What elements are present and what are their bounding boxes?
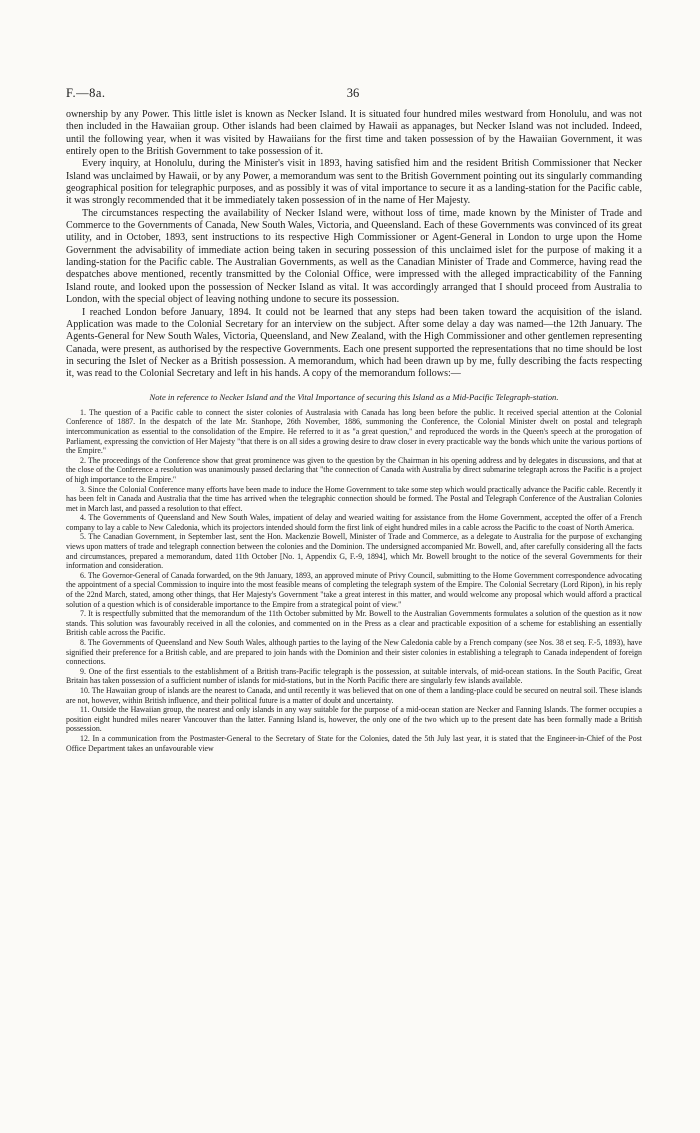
paragraph: Every inquiry, at Honolulu, during the Minister's visit in 1893, having satisfied him and the resident British Commissioner that Necker Island was unclaimed by Hawaii, or by any Power, a memorandum was sent to the British Government pointing out its singularly commanding geographical position for telegraphic purposes, and as possibly it was of vital importance to secure it as a landing-station for the Pacific cable, it was strongly recommended that it be immediately taken possession of in the name of Her Majesty. bbox=[66, 158, 642, 207]
paragraph: ownership by any Power. This little islet is known as Necker Island. It is situated four hundred miles westward from Honolulu, and was not then included in the Hawaiian group. Other islands had been claimed by Hawaii as appanages, but Necker Island was not included. Indeed, until the following year, when it was visited by Hawaiians for the first time and taken possession of by the Hawaiian Government, it was entirely open to the British Government to take possession of it. bbox=[66, 109, 642, 158]
memo-paragraph: 10. The Hawaiian group of islands are the nearest to Canada, and until recently it was believed that on one of them a landing-place could be secured on neutral soil. These islands are not, however, within British influence, and their political future is a matter of doubt and uncertainty. bbox=[66, 685, 642, 705]
memo-paragraph: 12. In a communication from the Postmaster-General to the Secretary of State for the Colonies, dated the 5th July last year, it is stated that the Engineer-in-Chief of the Post Office Department takes an unfavourable view bbox=[66, 733, 642, 753]
page-id: F.—8a. bbox=[66, 86, 106, 100]
memo-heading: Note in reference to Necker Island and the Vital Importance of securing this Island as a Mid-Pacific Telegraph-station. bbox=[149, 391, 559, 402]
page-number: 36 bbox=[346, 86, 360, 100]
memo-paragraph: 5. The Canadian Government, in September last, sent the Hon. Mackenzie Bowell, Minister of Trade and Commerce, as a delegate to Australia for the purpose of exchanging views upon matters of trade and telegraph connection between the colonies and the Dominion. The undersigned accompanied Mr. Bowell, and, after carefully considering all the facts and circumstances, prepared a memorandum, dated 11th October [No. 1, Appendix G, F.-9, 1894], which Mr. Bowell brought to the notice of the several Governments for their information and consideration. bbox=[66, 532, 642, 571]
memo-paragraph: 9. One of the first essentials to the establishment of a British trans-Pacific telegraph is the possession, at suitable intervals, of mid-ocean stations. In the South Pacific, Great Britain has taken possession of a sufficient number of islands for mid-stations, but in the North Pacific there are singularly few islands available. bbox=[66, 666, 642, 686]
memo-paragraph: 8. The Governments of Queensland and New South Wales, although parties to the laying of the New Caledonia cable by a French company (see Nos. 38 et seq. F.-5, 1893), have signified their preference for a British cable, and are prepared to join hands with the Dominion and their sister colonies in establishing a telegraph to Canada independent of foreign connections. bbox=[66, 638, 642, 667]
memo-paragraph: 11. Outside the Hawaiian group, the nearest and only islands in any way suitable for the purpose of a mid-ocean station are Necker and Fanning Islands. The former occupies a position eight hundred miles nearer Vancouver than the latter. Fanning Island is, however, the only one of the two which up to the present date has been formally made a British possession. bbox=[66, 705, 642, 734]
memorandum bbox=[66, 408, 642, 753]
memo-paragraph: 6. The Governor-General of Canada forwarded, on the 9th January, 1893, an approved minute of Privy Council, submitting to the Home Government correspondence advocating the appointment of a special Commission to inquire into the most feasible means of completing the telegraph system of the Empire. The Colonial Secretary (Lord Ripon), in his reply of the 22nd March, stated, among other things, that Her Majesty's Government "take a great interest in this matter, and would welcome any proposal which would afford a practical solution of a question which is of considerable importance to the Empire from a strategical point of view." bbox=[66, 570, 642, 609]
memo-paragraph: 4. The Governments of Queensland and New South Wales, impatient of delay and wearied waiting for assistance from the Home Government, accepted the offer of a French company to lay a cable to New Caledonia, which its projectors intended should form the first link of eight hundred miles in a cable across the Pacific to the coast of North America. bbox=[66, 513, 642, 532]
memo-paragraph: 1. The question of a Pacific cable to connect the sister colonies of Australasia with Canada has long been before the public. It received special attention at the Colonial Conference of 1887. In the despatch of the late Mr. Stanhope, 26th November, 1886, summoning the Conference, the Colonial Minister dwelt on postal and telegraph intercommunication as essential to the consolidation of the Empire. He referred to it as "a great question," and reproduced the words in the Queen's speech at the prorogation of Parliament, expressing the conviction of Her Majesty "that there is on all sides a growing desire to draw closer in every practicable way the bonds which unite the various portions of the Empire." bbox=[66, 407, 642, 456]
paragraph: The circumstances respecting the availability of Necker Island were, without loss of time, made known by the Minister of Trade and Commerce to the Governments of Canada, New South Wales, Victoria, and Queensland. Each of these Governments was convinced of its great utility, and in October, 1893, sent instructions to its respective High Commissioner or Agent-General in London to urge upon the Home Government the advisability of immediate action being taken in securing possession of this unclaimed islet for the purpose of making it a landing-station for the Pacific cable. The Australian Governments, as well as the Canadian Minister of Trade and Commerce, having read the despatches above mentioned, recently transmitted by the Colonial Office, were impressed with the alleged impracticability of the Fanning Island route, and looked upon the possession of Necker Island as vital. It was accordingly arranged that I should proceed from Australia to London, with the special object of leaving nothing undone to secure its possession. bbox=[66, 207, 642, 306]
memo-paragraph: 7. It is respectfully submitted that the memorandum of the 11th October submitted by Mr. Bowell to the Australian Governments formulates a solution of the question as it now stands. This solution was favourably received in all the colonies, and commented on in the Press as a clear and practicable exposition of a scheme for establishing an essentially British cable across the Pacific. bbox=[66, 609, 642, 638]
memo-paragraph: 2. The proceedings of the Conference show that great prominence was given to the question by the Chairman in his opening address and by delegates in discussions, and that at the close of the Conference a resolution was unanimously passed declaring that "the connection of Canada with Australia by direct submarine telegraph across the Pacific is a project of high importance to the Empire." bbox=[66, 455, 642, 484]
paragraph: I reached London before January, 1894. It could not be learned that any steps had been taken toward the acquisition of the island. Application was made to the Colonial Secretary for an interview on the subject. After some delay a day was named—the 12th January. The Agents-General for New South Wales, Victoria, Queensland, and New Zealand, with the High Commissioner and other gentlemen representing Canada, were present, as authorised by the respective Governments. Each one present supported the representations that no time should be lost in securing the Islet of Necker as a British possession. A memorandum, which had been drawn up by me, fully describing the facts respecting it, was read to the Colonial Secretary and left in his hands. A copy of the memorandum follows:— bbox=[66, 306, 642, 380]
memo-paragraph: 3. Since the Colonial Conference many efforts have been made to induce the Home Government to take some step which would practically advance the Pacific cable. Recently it has been felt in Canada and Australia that the time has arrived when the telegraphic connection should be formed. The Postal and Telegraph Conference of the Australian Colonies met in March last, and passed a resolution to that effect. bbox=[66, 484, 642, 513]
page-header bbox=[66, 86, 640, 102]
body-text bbox=[66, 109, 642, 753]
